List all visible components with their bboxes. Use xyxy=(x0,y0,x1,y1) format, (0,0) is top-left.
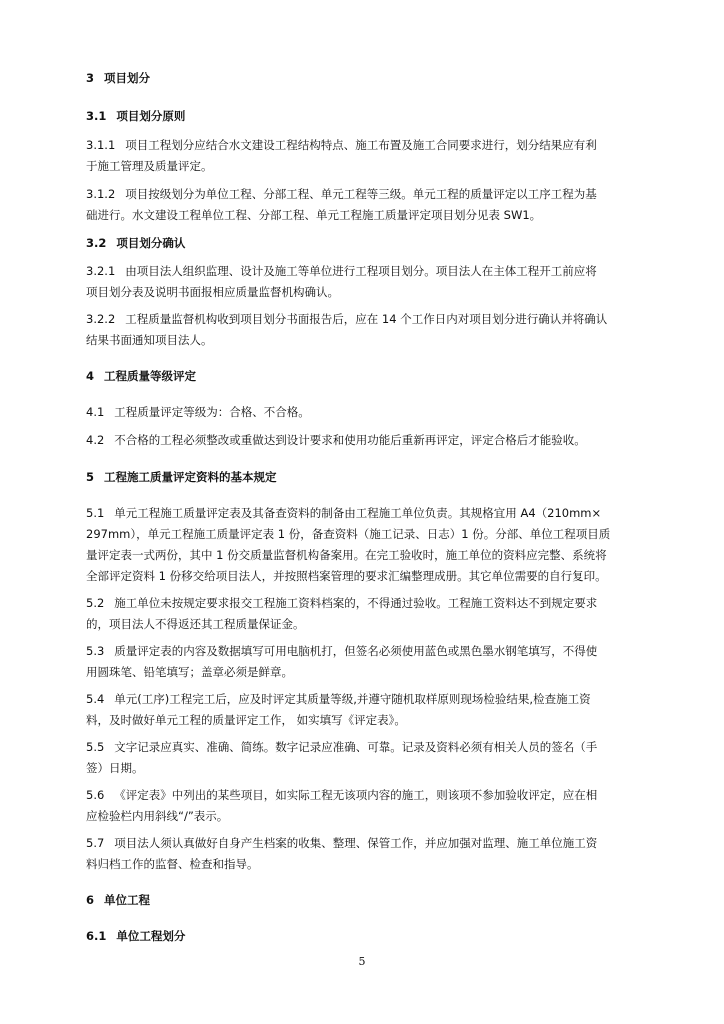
paragraph-text: 文字记录应真实、准确、简练。数字记录应准确、可靠。记录及资料必须有相关人员的签名（手 xyxy=(114,740,598,754)
paragraph-number: 4.1 xyxy=(86,405,105,419)
paragraph-5-4-cont: 料，及时做好单元工程的质量评定工作， 如实填写《评定表》。 xyxy=(86,713,406,727)
paragraph-number: 3.1.1 xyxy=(86,138,116,152)
paragraph-5-2-cont: 的，项目法人不得返还其工程质量保证金。 xyxy=(86,617,305,631)
section-heading-3-2 xyxy=(86,235,185,251)
paragraph-number: 5.2 xyxy=(86,596,105,610)
paragraph-text: 质量评定表的内容及数据填写可用电脑机打，但签名必须使用蓝色或黑色墨水钢笔填写，不得使 xyxy=(114,644,598,658)
section-number: 5 xyxy=(86,470,95,484)
section-heading-4 xyxy=(86,368,196,384)
paragraph-3-1-2 xyxy=(86,186,597,202)
paragraph-3-2-1 xyxy=(86,263,597,279)
paragraph-5-7-cont: 料归档工作的监督、检查和指导。 xyxy=(86,857,259,871)
section-number: 3.2 xyxy=(86,236,107,250)
paragraph-5-4 xyxy=(86,691,591,707)
paragraph-text: 项目法人须认真做好自身产生档案的收集、整理、保管工作，并应加强对监理、施工单位施工资 xyxy=(114,836,598,850)
section-title: 项目划分 xyxy=(104,71,151,85)
paragraph-5-7 xyxy=(86,835,597,851)
paragraph-5-3 xyxy=(86,643,597,659)
paragraph-number: 3.1.2 xyxy=(86,187,116,201)
paragraph-3-1-2-cont: 础进行。水文建设工程单位工程、分部工程、单元工程施工质量评定项目划分见表 SW1。 xyxy=(86,208,542,222)
paragraph-text: 《评定表》中列出的某些项目，如实际工程无该项内容的施工，则该项不参加验收评定，应在相 xyxy=(114,788,598,802)
section-title: 项目划分原则 xyxy=(116,109,186,123)
page-number: 5 xyxy=(358,955,366,968)
section-title: 工程施工质量评定资料的基本规定 xyxy=(104,470,277,484)
paragraph-text: 由项目法人组织监理、设计及施工等单位进行工程项目划分。项目法人在主体工程开工前应将 xyxy=(125,264,597,278)
paragraph-3-1-1 xyxy=(86,137,597,153)
section-heading-5 xyxy=(86,469,277,485)
section-title: 单位工程 xyxy=(104,893,151,907)
paragraph-number: 5.6 xyxy=(86,788,105,802)
paragraph-text: 工程质量监督机构收到项目划分书面报告后，应在 14 个工作日内对项目划分进行确认并将确认 xyxy=(125,312,608,326)
paragraph-text: 项目工程划分应结合水文建设工程结构特点、施工布置及施工合同要求进行，划分结果应有利 xyxy=(125,138,597,152)
paragraph-4-1 xyxy=(86,404,310,420)
paragraph-text: 单元工程施工质量评定表及其备查资料的制备由工程施工单位负责。其规格宜用 A4（210mm× xyxy=(114,506,602,520)
paragraph-5-5-cont: 签）日期。 xyxy=(86,761,144,775)
section-heading-6-1 xyxy=(86,928,185,944)
paragraph-5-3-cont: 用圆珠笔、铅笔填写；盖章必须是鲜章。 xyxy=(86,665,293,679)
section-number: 6.1 xyxy=(86,929,107,943)
section-title: 项目划分确认 xyxy=(116,236,186,250)
paragraph-5-1-line2: 297mm），单元工程施工质量评定表 1 份，备查资料（施工记录、日志）1 份。分部、单位工程项目质 xyxy=(86,527,611,541)
section-heading-3 xyxy=(86,70,150,86)
paragraph-number: 3.2.1 xyxy=(86,264,116,278)
section-number: 3 xyxy=(86,71,95,85)
paragraph-5-5 xyxy=(86,739,597,755)
paragraph-3-2-1-cont: 项目划分表及说明书面报相应质量监督机构确认。 xyxy=(86,285,339,299)
section-number: 3.1 xyxy=(86,109,107,123)
paragraph-number: 5.1 xyxy=(86,506,105,520)
paragraph-5-1 xyxy=(86,505,601,521)
section-heading-3-1 xyxy=(86,108,185,124)
paragraph-5-2 xyxy=(86,595,597,611)
paragraph-5-1-line4: 全部评定资料 1 份移交给项目法人，并按照档案管理的要求汇编整理成册。其它单位需要的自行复印。 xyxy=(86,569,607,583)
section-number: 6 xyxy=(86,893,95,907)
paragraph-text: 施工单位未按规定要求报交工程施工资料档案的，不得通过验收。工程施工资料达不到规定要求 xyxy=(114,596,598,610)
section-title: 单位工程划分 xyxy=(116,929,186,943)
paragraph-text: 不合格的工程必须整改或重做达到设计要求和使用功能后重新再评定，评定合格后才能验收。 xyxy=(114,433,586,447)
paragraph-number: 5.4 xyxy=(86,692,105,706)
section-number: 4 xyxy=(86,369,95,383)
paragraph-5-1-line3: 量评定表一式两份，其中 1 份交质量监督机构备案用。在完工验收时，施工单位的资料应完整、系统将 xyxy=(86,548,607,562)
paragraph-3-2-2 xyxy=(86,311,607,327)
paragraph-3-1-1-cont: 于施工管理及质量评定。 xyxy=(86,159,213,173)
section-title: 工程质量等级评定 xyxy=(104,369,197,383)
paragraph-number: 4.2 xyxy=(86,433,105,447)
paragraph-5-6 xyxy=(86,787,597,803)
paragraph-5-6-cont: 应检验栏内用斜线“/”表示。 xyxy=(86,809,229,823)
paragraph-text: 项目按级划分为单位工程、分部工程、单元工程等三级。单元工程的质量评定以工序工程为基 xyxy=(125,187,597,201)
paragraph-3-2-2-cont: 结果书面通知项目法人。 xyxy=(86,333,213,347)
section-heading-6 xyxy=(86,892,150,908)
paragraph-number: 5.7 xyxy=(86,836,105,850)
paragraph-4-2 xyxy=(86,432,586,448)
paragraph-number: 5.5 xyxy=(86,740,105,754)
paragraph-text: 单元(工序)工程完工后，应及时评定其质量等级,并遵守随机取样原则现场检验结果,检查施工资 xyxy=(114,692,591,706)
paragraph-number: 3.2.2 xyxy=(86,312,116,326)
paragraph-number: 5.3 xyxy=(86,644,105,658)
paragraph-text: 工程质量评定等级为：合格、不合格。 xyxy=(114,405,310,419)
